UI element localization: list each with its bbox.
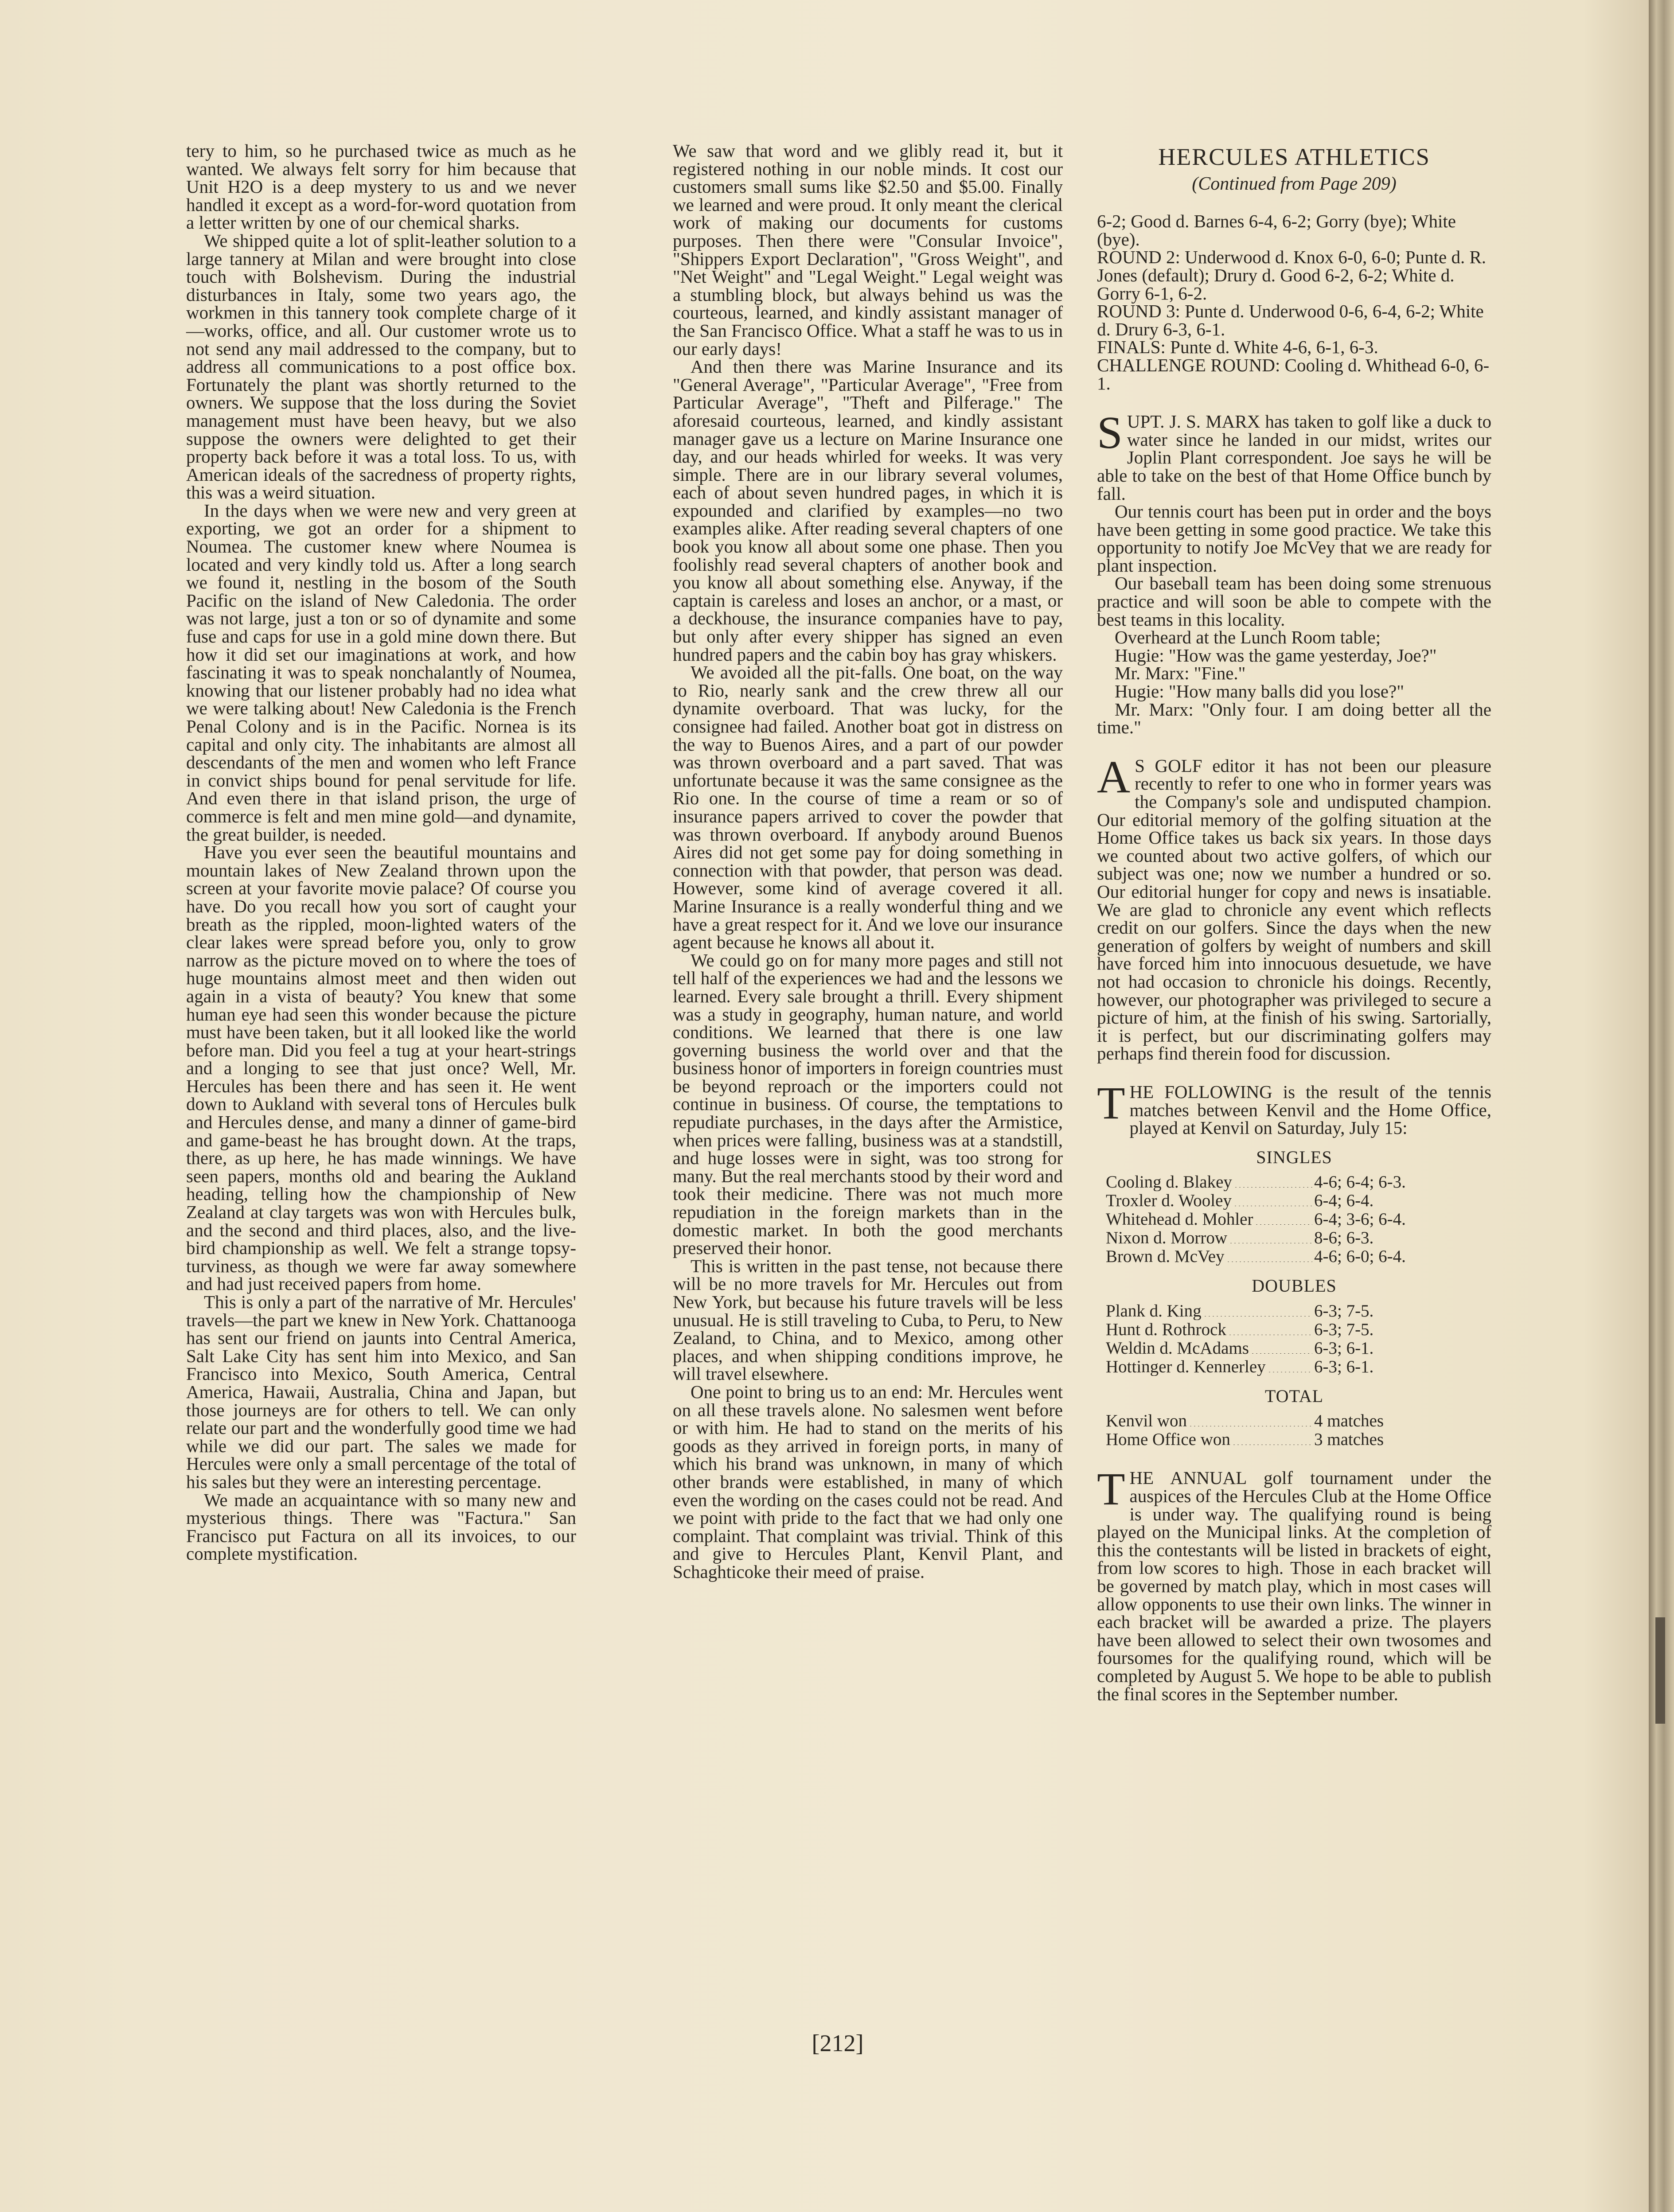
table-row: Brown d. McVey 4-6; 6-0; 6-4. xyxy=(1106,1247,1478,1266)
score: 8-6; 6-3. xyxy=(1314,1228,1374,1248)
singles-heading: SINGLES xyxy=(1256,1147,1332,1167)
paragraph: We could go on for many more pages and still not tell half of the experiences we had and the lessons we learned. Every sale brought a thrill. Every shipment was a study in geography, human nature, and world conditions. We learned that there is one law governing business the world over and that the business honor of importers in foreign countries must be beyond reproach or the importers could not continue in business. Of course, the temptations to repudiate purchases, in the days after the Armistice, when prices were falling, business was at a standstill, and huge losses were in sight, was too strong for many. But the real merchants stood by their word and took their medicine. There was not much more repudiation in the foreign markets than in the domestic market. In both the good merchants preserved their honor. xyxy=(673,950,1063,1258)
binding-tab xyxy=(1655,1617,1665,1724)
marx-article xyxy=(1097,407,1491,738)
table-row: Whitehead d. Mohler 6-4; 3-6; 6-4. xyxy=(1106,1210,1478,1228)
total-table xyxy=(1106,1411,1478,1449)
column-right xyxy=(1097,142,1491,1703)
score: 6-3; 6-1. xyxy=(1314,1338,1374,1358)
result-line: 6-2; Good d. Barnes 6-4, 6-2; Gorry (bye); White (bye). xyxy=(1097,211,1456,249)
golf-tournament-article xyxy=(1097,1464,1491,1704)
doubles-heading: DOUBLES xyxy=(1252,1276,1337,1296)
score: 6-3; 7-5. xyxy=(1314,1320,1374,1339)
paragraph: Our tennis court has been put in order and the boys have been getting in some good practice. We take this opportunity to notify Joe McVey that we are ready for plant inspection. xyxy=(1097,501,1491,576)
score: 4-6; 6-0; 6-4. xyxy=(1314,1247,1406,1266)
score: 3 matches xyxy=(1314,1430,1384,1449)
table-row: Nixon d. Morrow 8-6; 6-3. xyxy=(1106,1228,1478,1247)
page-number: [212] xyxy=(812,2030,864,2056)
score: 4 matches xyxy=(1314,1411,1384,1431)
paragraph: THE ANNUAL golf tournament under the auspices of the Hercules Club at the Home Office is under way. The qualifying round is being played on the Municipal links. At the completion of this the contestants will be listed in brackets of eight, from low scores to high. Those in each bracket will be governed by match play, which in most cases will allow opponents to use their own links. The winner in each bracket will be awarded a prize. The players have been allowed to select their own twosomes and foursomes for the qualifying round, which will be completed by August 5. We hope to be able to publish the final scores in the September number. xyxy=(1097,1464,1491,1704)
section-title: HERCULES ATHLETICS xyxy=(1158,144,1430,170)
paragraph: This is written in the past tense, not because there will be no more travels for Mr. Hercules out from New York, but because his future travels will be less unusual. He is still traveling to Cuba, to Peru, to New Zealand, to China, and to Mexico, among other places, and when shipping conditions improve, he will travel elsewhere. xyxy=(673,1255,1063,1384)
page-edge xyxy=(1649,0,1674,2212)
singles-table xyxy=(1106,1172,1478,1266)
score: 6-4; 3-6; 6-4. xyxy=(1314,1210,1406,1229)
paragraph: In the days when we were new and very green at exporting, we got an order for a shipment to Noumea. The customer knew where Noumea is located and very kindly told us. After a long search we found it, nestling in the bosom of the South Pacific on the island of New Caledonia. The order was not large, just a ton or so of dynamite and some fuse and caps for use in a gold mine down there. But how it did set our imaginations at work, and how fascinating it was to speak nonchalantly of Noumea, knowing that our listener probably had no idea what we were talking about! New Caledonia is the French Penal Colony and is in the Pacific. Nornea is its capital and only city. The inhabitants are almost all descendants of the men and women who left France in convict ships bound for penal servitude for life. And even there in that island prison, the urge of commerce is felt and men mine gold—and dynamite, the great builder, is needed. xyxy=(186,500,576,845)
paragraph: Have you ever seen the beautiful mountains and mountain lakes of New Zealand thrown upon the screen at your favorite movie palace? Of course you have. Do you recall how you sort of caught your breath as the rippled, moon-lighted waters of the clear lakes were spread before you, only to grow narrow as the picture moved on to where the toes of huge mountains almost meet and then widen out again in a vista of beauty? You knew that some human eye had seen this wonder because the picture must have been taken, but it all looked like the world before man. Did you feel a tug at your heart-strings and a longing to see that just once? Well, Mr. Hercules has been there and has seen it. He went down to Aukland with several tons of Hercules bulk and Hercules dense, and many a dinner of game-bird and game-beast he has brought down. At the traps, there, as up here, he has made winnings. We have seen papers, months old and bearing the Aukland heading, telling how the championship of New Zealand at clay targets was won with Hercules bulk, and the second and third places, also, and the live-bird championship as well. We felt a strange topsy-turviness, as though we were far away somewhere and had just received papers from home. xyxy=(186,842,576,1294)
table-row: Home Office won 3 matches xyxy=(1106,1430,1478,1449)
score: 6-3; 7-5. xyxy=(1314,1301,1374,1320)
golf-editor-article xyxy=(1097,751,1491,1064)
tournament-results xyxy=(1097,212,1491,392)
table-row: Weldin d. McAdams 6-3; 6-1. xyxy=(1106,1339,1478,1357)
paragraph: Overheard at the Lunch Room table; xyxy=(1115,627,1381,648)
paragraph: Mr. Marx: "Only four. I am doing better all the time." xyxy=(1097,699,1491,738)
paragraph: Our baseball team has been doing some strenuous practice and will soon be able to compete with the best teams in this locality. xyxy=(1097,573,1491,630)
doubles-table xyxy=(1106,1301,1478,1376)
table-row: Troxler d. Wooley 6-4; 6-4. xyxy=(1106,1191,1478,1210)
paragraph: We saw that word and we glibly read it, but it registered nothing in our noble minds. It cost our customers small sums like $2.50 and $5.00. Finally we learned and were proud. It only meant the clerical work of making our documents for customs purposes. Then there were "Consular Invoice", "Shippers Export Declaration", "Gross Weight", and "Net Weight" and "Legal Weight." Legal weight was a stumbling block, but always behind us was the courteous, learned, and kindly assistant manager of the San Francisco Office. What a staff he was to us in our early days! xyxy=(673,140,1063,359)
paragraph: tery to him, so he purchased twice as much as he wanted. We always felt sorry for him because that Unit H2O is a deep mystery to us and we never handled it except as a word-for-word quotation from a letter written by one of our chemical sharks. xyxy=(186,140,576,233)
paragraph: Hugie: "How was the game yesterday, Joe?" xyxy=(1115,645,1437,666)
paragraph: THE FOLLOWING is the result of the tennis matches between Kenvil and the Home Office, played at Kenvil on Saturday, July 15: xyxy=(1097,1077,1491,1138)
drop-cap: T xyxy=(1097,1464,1125,1515)
table-row: Kenvil won 4 matches xyxy=(1106,1411,1478,1430)
tennis-results-article xyxy=(1097,1077,1491,1449)
paragraph: We shipped quite a lot of split-leather solution to a large tannery at Milan and were brought into close touch with Bolshevism. During the industrial disturbances in Italy, some two years ago, the workmen in this tannery took complete charge of it—works, office, and all. Our customer wrote us to not send any mail addressed to the company, but to address all communications to a post office box. Fortunately the plant was shortly returned to the owners. We suppose that the loss during the Soviet management must have been heavy, but we also suppose the owners were delighted to get their property back before it was a total loss. To us, with American ideals of the sacredness of property rights, this was a weird situation. xyxy=(186,230,576,503)
paragraph: A S GOLF editor it has not been our pleasure recently to refer to one who in former years was the Company's sole and undisputed champion. Our editorial memory of the golfing situation at the Home Office takes us back six years. In those days we counted about two active golfers, of which our subject was one; now we number a hundred or so. Our editorial hunger for copy and news is insatiable. We are glad to chronicle any event which reflects credit on our golfers. Since the days when the new generation of golfers by weight of numbers and skill have forced him into innocuous desuetude, we have not had occasion to chronicle his doings. Recently, however, our photographer was privileged to secure a picture of him, at the finish of his swing. Sartorially, it is perfect, but our discriminating golfers may perhaps find therein food for discussion. xyxy=(1097,751,1491,1064)
total-heading: TOTAL xyxy=(1264,1386,1324,1406)
score: 4-6; 6-4; 6-3. xyxy=(1314,1172,1406,1192)
paragraph: This is only a part of the narrative of Mr. Hercules' travels—the part we knew in New York. Chattanooga has sent our friend on jaunts into Central America, Salt Lake City has sent him into Mexico, and San Francisco into Mexico, South America, Central America, Hawaii, Australia, China and Japan, but those journeys are for others to tell. We can only relate our part and the wonderfully good time we had while we did our part. The sales we made for Hercules were only a small percentage of the total of his sales but they were an interesting percentage. xyxy=(186,1292,576,1492)
continued-note: (Continued from Page 209) xyxy=(1192,173,1397,194)
paragraph: Hugie: "How many balls did you lose?" xyxy=(1115,681,1404,702)
score: 6-4; 6-4. xyxy=(1314,1191,1374,1211)
result-line: CHALLENGE ROUND: Cooling d. Whithead 6-0, 6-1. xyxy=(1097,354,1490,393)
table-row: Hunt d. Rothrock 6-3; 7-5. xyxy=(1106,1320,1478,1339)
paragraph: We avoided all the pit-falls. One boat, on the way to Rio, nearly sank and the crew threw all our dynamite overboard. That was lucky, for the consignee had failed. Another boat got in distress on the way to Buenos Aires, and a part of our powder was thrown overboard and a part saved. That was unfortunate because it was the same consignee as the Rio one. In the course of time a ream or so of insurance papers arrived to cover the powder that was thrown overboard. If anybody around Buenos Aires did not get some pay for doing something in connection with that powder, that person was dead. However, some kind of average covered it all. Marine Insurance is a really wonderful thing and we have a great respect for it. And we love our insurance agent because he knows all about it. xyxy=(673,662,1063,953)
paragraph: One point to bring us to an end: Mr. Hercules went on all these travels alone. No salesmen went before or with him. He had to stand on the merits of his goods as they arrived in foreign ports, in many of which his brand was unknown, in many of which other brands were established, in many of which even the wording on the cases could not be read. And we point with pride to the fact that we had only one complaint. That complaint was trivial. Think of this and give to Hercules Plant, Kenvil Plant, and Schaghticoke their meed of praise. xyxy=(673,1381,1063,1582)
paragraph: And then there was Marine Insurance and its "General Average", "Particular Average", "Free from Particular Average", "Theft and Pilferage." The aforesaid courteous, learned, and kindly assistant manager gave us a lecture on Marine Insurance one day, and our heads whirled for weeks. It was very simple. There are in our library several volumes, each of about seven hundred pages, in which it is expounded and clarified by examples—no two examples alike. After reading several chapters of one book you know all about some one phase. Then you foolishly read several chapters of another book and you know all about something else. Anyway, if the captain is careless and loses an anchor, or a mast, or a deckhouse, the insurance companies have to pay, but only after every shipper has signed an even hundred papers and the cabin boy has gray whiskers. xyxy=(673,356,1063,665)
table-row: Hottinger d. Kennerley 6-3; 6-1. xyxy=(1106,1357,1478,1376)
paragraph: Mr. Marx: "Fine." xyxy=(1115,663,1246,684)
column-left xyxy=(186,142,576,1563)
drop-cap: S xyxy=(1097,407,1123,459)
table-row: Plank d. King 6-3; 7-5. xyxy=(1106,1301,1478,1320)
result-line: FINALS: Punte d. White 4-6, 6-1, 6-3. xyxy=(1097,337,1378,358)
drop-cap: T xyxy=(1097,1077,1125,1129)
result-line: ROUND 3: Punte d. Underwood 0-6, 6-4, 6-2; White d. Drury 6-3, 6-1. xyxy=(1097,301,1484,339)
paragraph: SUPT. J. S. MARX has taken to golf like a duck to water since he landed in our midst, writes our Joplin Plant correspondent. Joe says he will be able to take on the best of that Home Office bunch by fall. xyxy=(1097,407,1491,504)
drop-cap: A xyxy=(1097,751,1131,802)
paragraph: We made an acquaintance with so many new and mysterious things. There was "Factura." San Francisco put Factura on all its invoices, to our complete mystification. xyxy=(186,1489,576,1564)
column-middle xyxy=(673,142,1063,1581)
result-line: ROUND 2: Underwood d. Knox 6-0, 6-0; Punte d. R. Jones (default); Drury d. Good 6-2, 6-2; White d. Gorry 6-1, 6-2. xyxy=(1097,247,1487,304)
table-row: Cooling d. Blakey 4-6; 6-4; 6-3. xyxy=(1106,1172,1478,1191)
score: 6-3; 6-1. xyxy=(1314,1357,1374,1376)
